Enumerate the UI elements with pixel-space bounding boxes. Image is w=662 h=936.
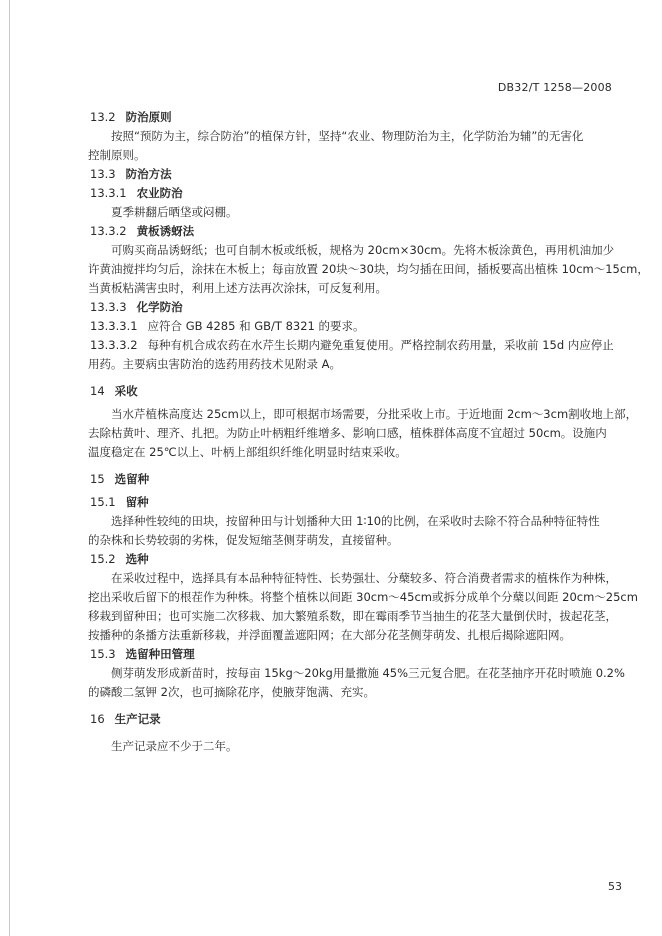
paragraph-line: 侧芽萌发形成新苗时，按每亩 15kg～20kg用量撒施 45%三元复合肥。在花茎抽序开花时喷施 0.2%: [111, 666, 625, 680]
document-body: [88, 108, 649, 756]
section-heading-13-3-1: 13.3.1 农业防治: [90, 186, 183, 200]
paragraph-line: 可购买商品诱蚜纸；也可自制木板或纸板，规格为 20cm×30cm。先将木板涂黄色，再用机油加少: [111, 243, 615, 257]
section-heading-13-3-2: 13.3.2 黄板诱蚜法: [90, 224, 195, 238]
section-heading-13-3-3: 13.3.3 化学防治: [90, 300, 183, 314]
paragraph-line: 选择种性较纯的田块，按留种田与计划播种大田 1∶10的比例，在采收时去除不符合品种特征特性: [111, 514, 600, 528]
paragraph-line: 用药。主要病虫害防治的选药用药技术见附录 A。: [88, 357, 342, 371]
paragraph-line: 的磷酸二氢钾 2次，也可摘除花序，使腋芽饱满、充实。: [88, 685, 375, 699]
paragraph-line: 当黄板粘满害虫时，利用上述方法再次涂抹，可反复利用。: [88, 281, 387, 295]
paragraph-line: 移栽到留种田；也可实施二次移栽、加大繁殖系数，即在霉雨季节当抽生的花茎大量倒伏时，拔起花茎，: [88, 609, 617, 623]
section-heading-15: 15 选留种: [90, 472, 150, 486]
paragraph-line: 当水芹植株高度达 25cm以上，即可根据市场需要，分批采收上市。于近地面 2cm～3cm割收地上部，: [111, 407, 638, 421]
document-code: DB32/T 1258—2008: [497, 81, 612, 94]
paragraph-line: 温度稳定在 25℃以上、叶柄上部组织纤维化明显时结束采收。: [88, 445, 407, 459]
section-heading-16: 16 生产记录: [90, 712, 161, 726]
paragraph-line: 控制原则。: [88, 148, 146, 162]
binding-margin-line: [9, 0, 10, 936]
paragraph-line: 许黄油搅拌均匀后，涂抹在木板上；每亩放置 20块～30块，均匀插在田间，插板要高出植株 10cm～15cm，: [88, 262, 649, 276]
clause-13-3-3-2: 13.3.3.2 每种有机合成农药在水芹生长期内避免重复使用。严格控制农药用量，采收前 15d 内应停止: [90, 338, 614, 352]
page-number: 53: [608, 880, 622, 893]
paragraph-line: 的杂株和长势较弱的劣株，促发短缩茎侧芽萌发，直接留种。: [88, 533, 399, 547]
paragraph-line: 去除枯黄叶、理齐、扎把。为防止叶柄粗纤维增多、影响口感，植株群体高度不宜超过 50cm。设施内: [88, 426, 607, 440]
paragraph-line: 按照“预防为主，综合防治”的植保方针，坚持“农业、物理防治为主，化学防治为辅”的无害化: [111, 129, 584, 143]
section-heading-13-2: 13.2 防治原则: [90, 110, 172, 124]
paragraph-line: 夏季耕翻后晒垡或闷棚。: [111, 205, 238, 219]
paragraph-line: 生产记录应不少于二年。: [111, 739, 238, 753]
paragraph-line: 在采收过程中，选择具有本品种特征特性、长势强壮、分蘖较多、符合消费者需求的植株作为种株，: [111, 571, 617, 585]
section-heading-13-3: 13.3 防治方法: [90, 167, 172, 181]
clause-13-3-3-1: 13.3.3.1 应符合 GB 4285 和 GB/T 8321 的要求。: [90, 319, 365, 333]
paragraph-line: 按播种的条播方法重新移栽，并浮面覆盖遮阳网；在大部分花茎侧芽萌发、扎根后揭除遮阳网。: [88, 628, 571, 642]
paragraph-line: 挖出采收后留下的根茬作为种株。将整个植株以间距 30cm～45cm或拆分成单个分蘖以间距 20cm～25cm: [88, 590, 638, 604]
section-heading-15-3: 15.3 选留种田管理: [90, 647, 195, 661]
section-heading-15-1: 15.1 留种: [90, 495, 149, 509]
section-heading-14: 14 采收: [90, 384, 138, 398]
section-heading-15-2: 15.2 选种: [90, 552, 149, 566]
